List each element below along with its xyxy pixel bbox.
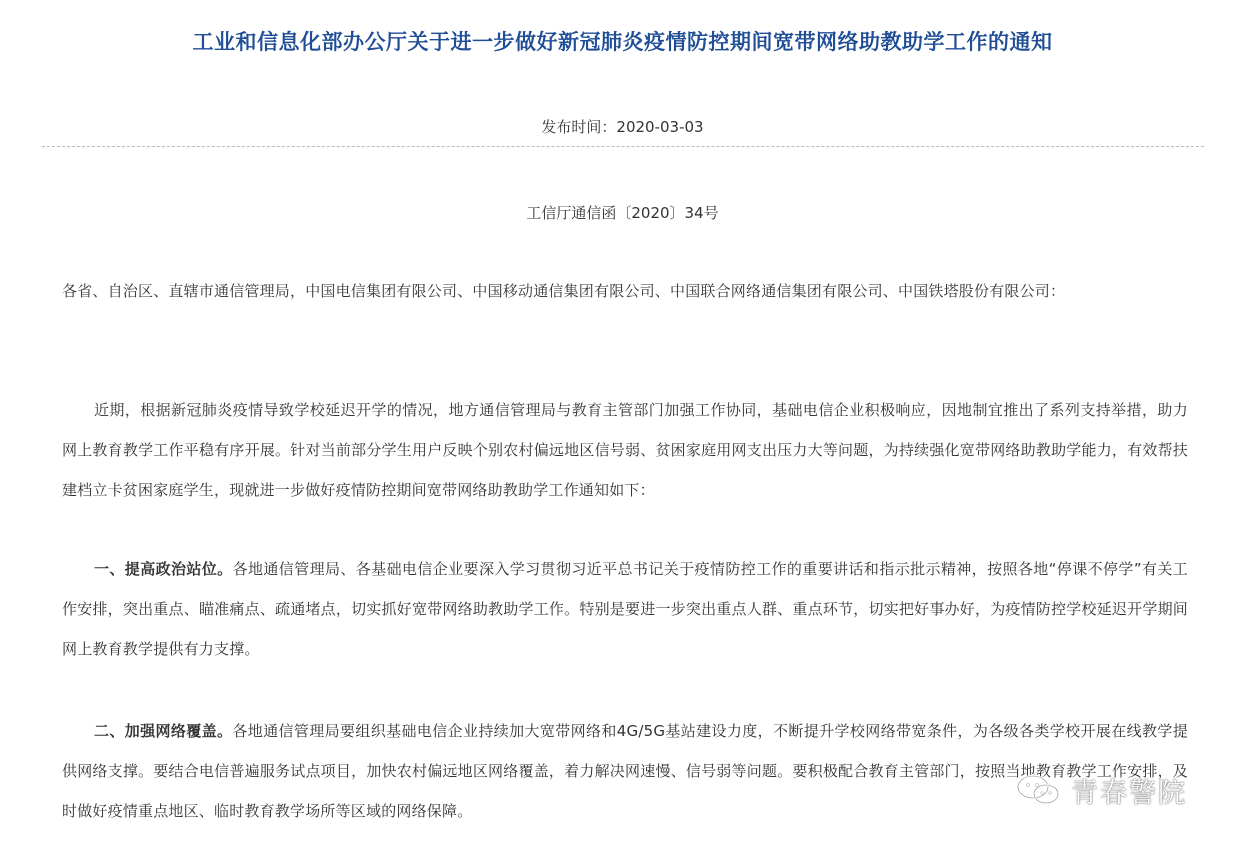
section-heading-1: 一、提高政治站位。 (94, 560, 233, 578)
document-number: 工信厅通信函〔2020〕34号 (526, 204, 719, 222)
addressee-paragraph: 各省、自治区、直辖市通信管理局，中国电信集团有限公司、中国移动通信集团有限公司、中国联合网络通信集团有限公司、中国铁塔股份有限公司： (62, 282, 1066, 300)
article-title: 工业和信息化部办公厅关于进一步做好新冠肺炎疫情防控期间宽带网络助教助学工作的通知 (192, 30, 1053, 54)
section-body-2: 各地通信管理局要组织基础电信企业持续加大宽带网络和4G/5G基站建设力度，不断提升学校网络带宽条件，为各级各类学校开展在线教学提供网络支撑。要结合电信普遍服务试点项目，加快农村偏远地区网络覆盖，着力解决网速慢、信号弱等问题。要积极配合教育主管部门，按照当地教育教学工作安排，及时做好疫情重点地区、临时教育教学场所等区域的网络保障。 (62, 722, 1188, 820)
section-body-1: 各地通信管理局、各基础电信企业要深入学习贯彻习近平总书记关于疫情防控工作的重要讲话和指示批示精神，按照各地“停课不停学”有关工作安排，突出重点、瞄准痛点、疏通堵点，切实抓好宽带网络助教助学工作。特别是要进一步突出重点人群、重点环节，切实把好事办好，为疫情防控学校延迟开学期间网上教育教学提供有力支撑。 (62, 560, 1188, 658)
watermark-text: 青春警院 (1071, 777, 1187, 809)
section-heading-2: 二、加强网络覆盖。 (94, 722, 233, 740)
wechat-icon (1015, 774, 1063, 806)
publish-date: 发布时间：2020-03-03 (541, 118, 704, 136)
dashed-divider (42, 146, 1204, 147)
watermark (1015, 770, 1187, 810)
section-paragraph-1 (62, 549, 1188, 669)
intro-paragraph: 近期，根据新冠肺炎疫情导致学校延迟开学的情况，地方通信管理局与教育主管部门加强工作协同，基础电信企业积极响应，因地制宜推出了系列支持举措，助力网上教育教学工作平稳有序开展。针对当前部分学生用户反映个别农村偏远地区信号弱、贫困家庭用网支出压力大等问题，为持续强化宽带网络助教助学能力，有效帮扶建档立卡贫困家庭学生，现就进一步做好疫情防控期间宽带网络助教助学工作通知如下： (62, 401, 1188, 499)
